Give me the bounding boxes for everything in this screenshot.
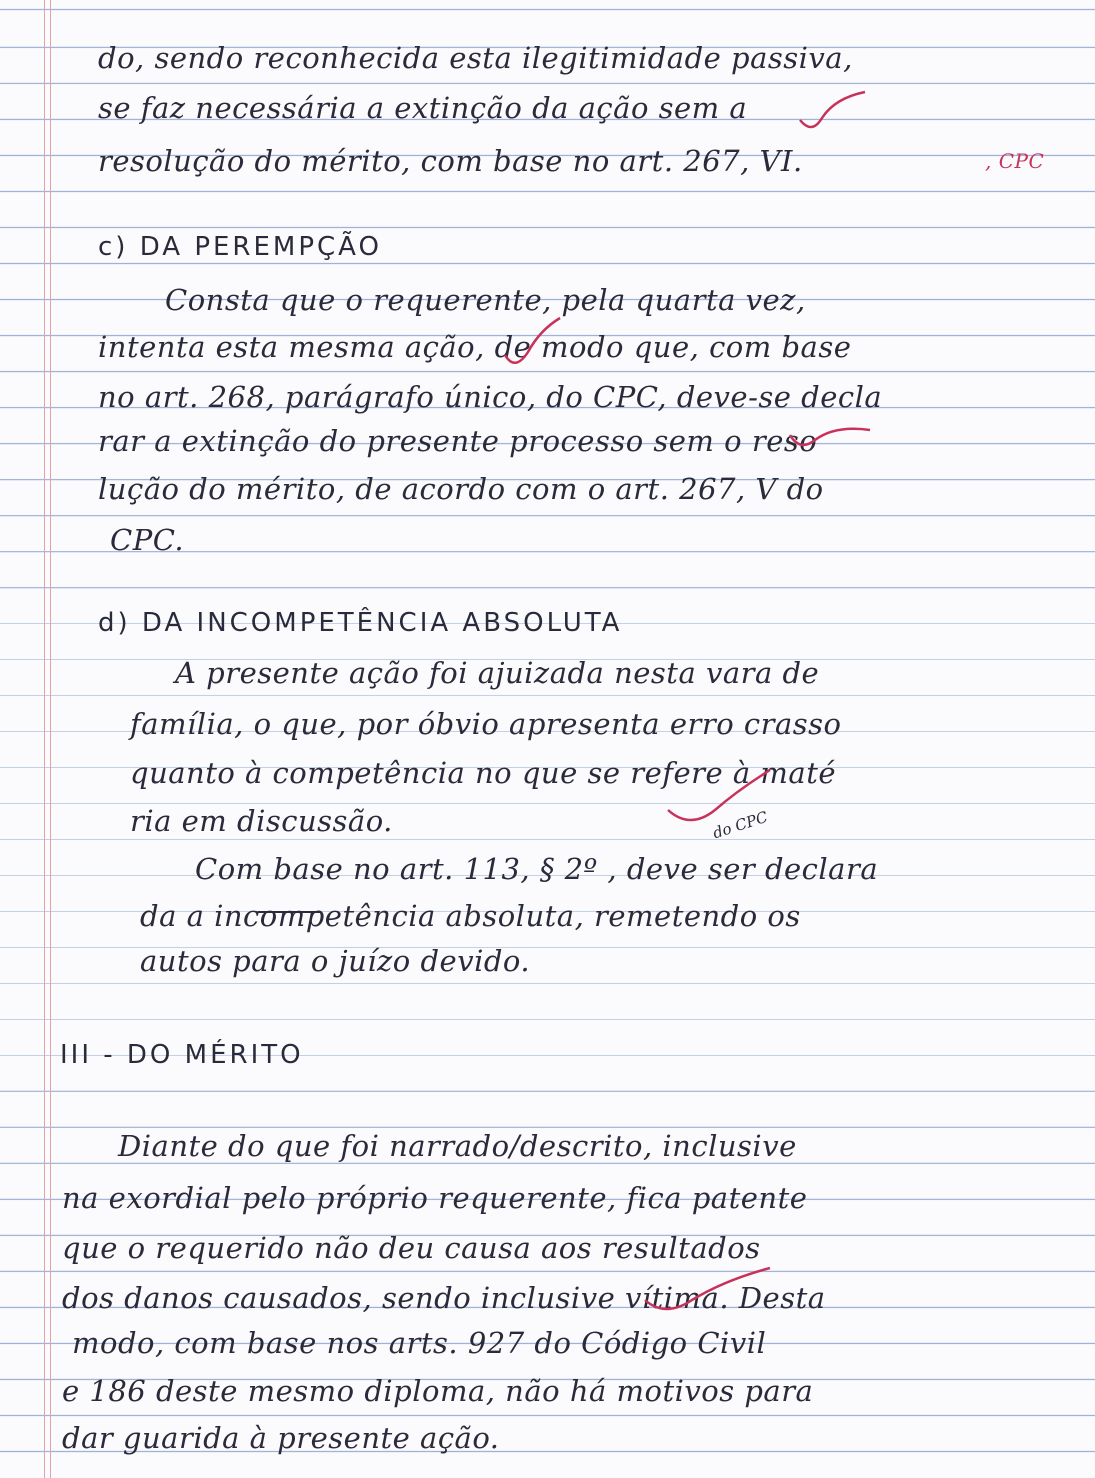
text-line: rar a extinção do presente processo sem o reso bbox=[98, 424, 818, 458]
text-line: se faz necessária a extinção da ação sem a bbox=[98, 91, 748, 125]
text-line: Diante do que foi narrado/descrito, inclusive bbox=[118, 1129, 797, 1163]
text-line: CPC. bbox=[110, 523, 185, 557]
text-line: dar guarida à presente ação. bbox=[62, 1421, 500, 1455]
text-line: da a incompetência absoluta, remetendo os bbox=[140, 899, 801, 933]
check-mark bbox=[800, 92, 865, 127]
margin-line bbox=[50, 0, 51, 1478]
text-line: Com base no art. 113, § 2º , deve ser declara bbox=[195, 852, 879, 886]
text-line: ria em discussão. bbox=[130, 804, 393, 838]
text-line: resolução do mérito, com base no art. 267, VI. bbox=[98, 144, 803, 178]
text-line: família, o que, por óbvio apresenta erro crasso bbox=[130, 707, 842, 741]
text-line: dos danos causados, sendo inclusive vítima. Desta bbox=[62, 1281, 826, 1315]
section-heading: III - DO MÉRITO bbox=[60, 1040, 304, 1070]
text-line: quanto à competência no que se refere à maté bbox=[130, 756, 837, 790]
text-line: A presente ação foi ajuizada nesta vara de bbox=[175, 656, 820, 690]
text-line: Consta que o requerente, pela quarta vez, bbox=[165, 283, 806, 317]
correction-note: , CPC bbox=[985, 149, 1045, 173]
text-line: modo, com base nos arts. 927 do Código Civil bbox=[72, 1326, 767, 1360]
section-heading: d) DA INCOMPETÊNCIA ABSOLUTA bbox=[98, 608, 623, 638]
text-line: do, sendo reconhecida esta ilegitimidade passiva, bbox=[98, 41, 853, 75]
text-line: intenta esta mesma ação, de modo que, com base bbox=[98, 330, 852, 364]
inserted-note: do CPC bbox=[710, 807, 770, 843]
margin-line bbox=[44, 0, 45, 1478]
section-heading: c) DA PEREMPÇÃO bbox=[98, 232, 382, 262]
text-line: na exordial pelo próprio requerente, fica patente bbox=[62, 1181, 808, 1215]
text-line: lução do mérito, de acordo com o art. 267, V do bbox=[98, 472, 824, 506]
text-line: no art. 268, parágrafo único, do CPC, deve-se decla bbox=[98, 380, 883, 414]
text-line: autos para o juízo devido. bbox=[140, 944, 531, 978]
text-line: e 186 deste mesmo diploma, não há motivos para bbox=[62, 1374, 814, 1408]
text-line: que o requerido não deu causa aos resultados bbox=[62, 1231, 761, 1265]
